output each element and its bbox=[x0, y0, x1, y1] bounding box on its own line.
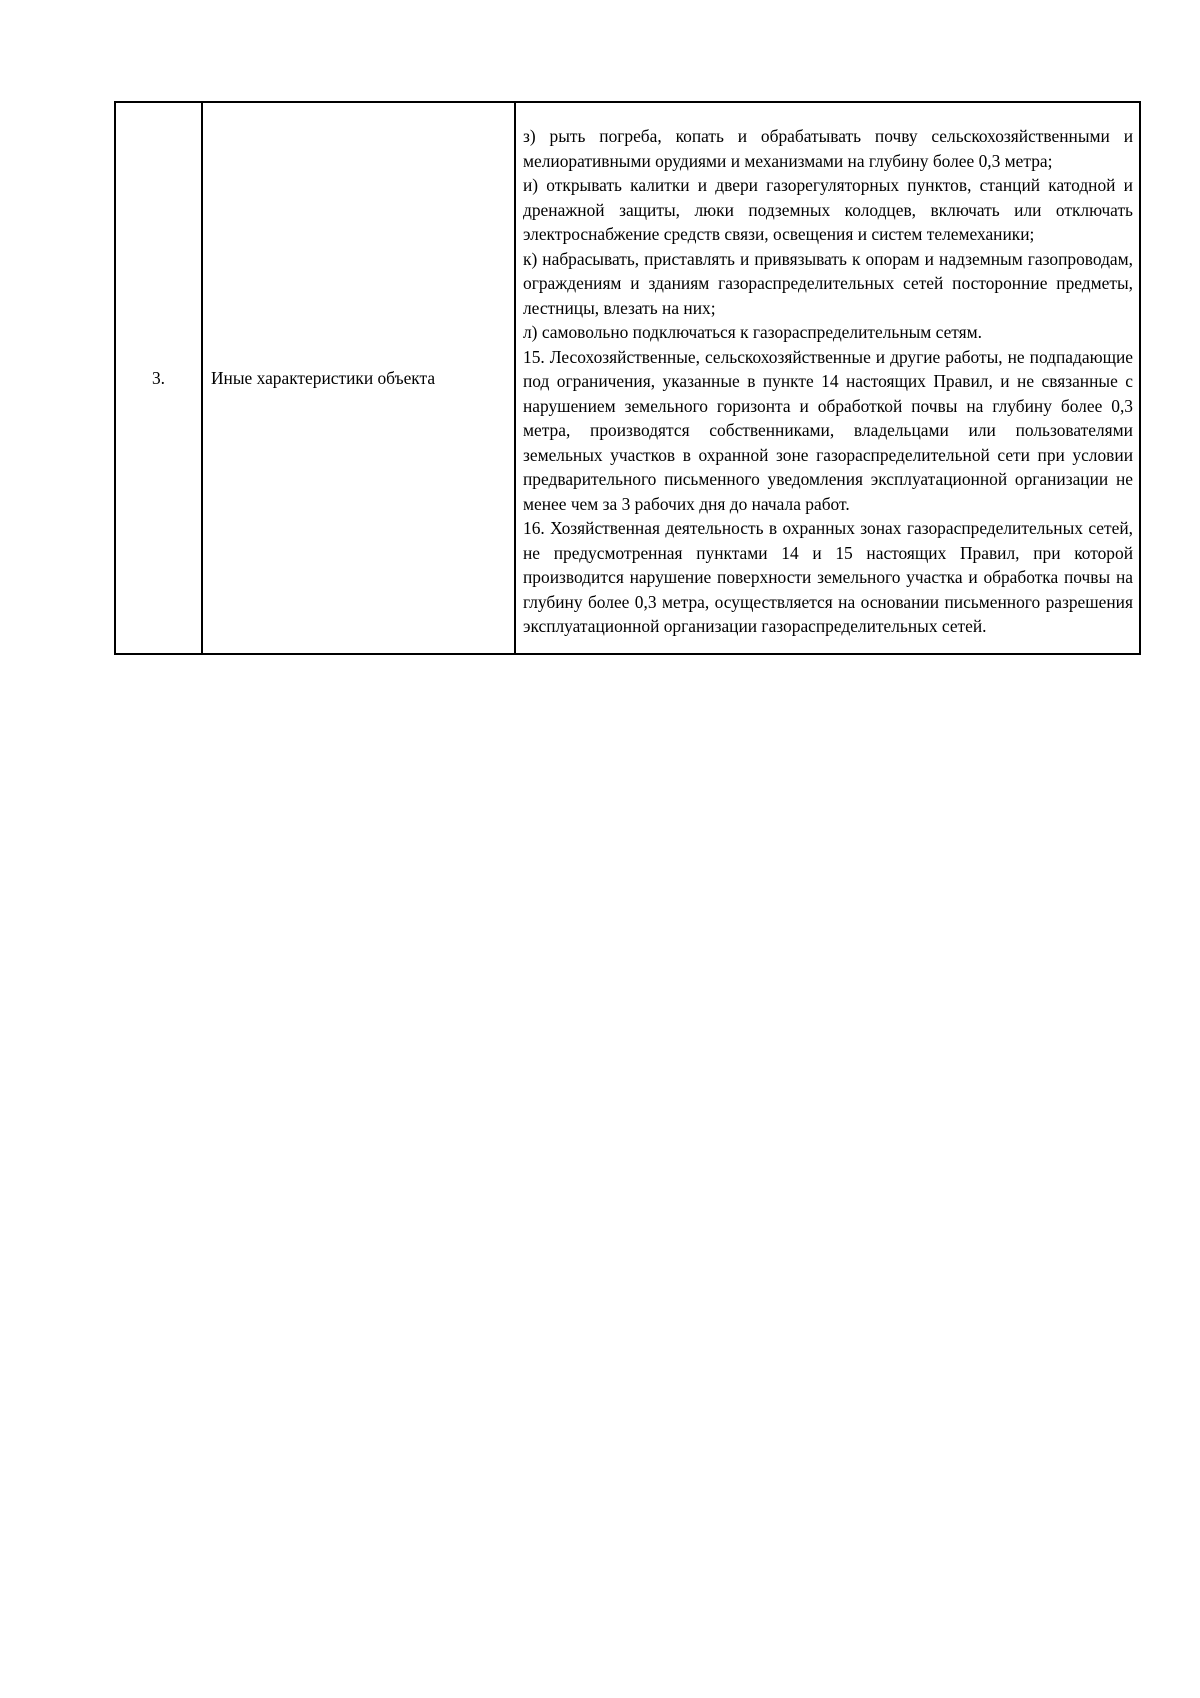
characteristics-table bbox=[114, 101, 1141, 655]
row-number-cell: 3. bbox=[115, 102, 202, 654]
row-name-cell: Иные характеристики объекта bbox=[202, 102, 515, 654]
row-description-cell bbox=[515, 102, 1140, 654]
paragraph-k: к) набрасывать, приставлять и привязывать к опорам и надземным газопроводам, ограждениям и зданиям газораспределительных сетей посторонние предметы, лестницы, влезать на них; bbox=[523, 248, 1133, 318]
table-row bbox=[115, 102, 1140, 654]
paragraph-z: з) рыть погреба, копать и обрабатывать почву сельскохозяйственными и мелиоративными орудиями и механизмами на глубину более 0,3 метра; bbox=[523, 126, 1133, 171]
paragraph-15: 15. Лесохозяйственные, сельскохозяйственные и другие работы, не подпадающие под ограничения, указанные в пункте 14 настоящих Правил, и не связанные с нарушением земельного горизонта и обработкой почвы на глубину более 0,3 метра, производятся собственниками, владельцами или пользователями земельных участков в охранной зоне газораспределительной сети при условии предварительного письменного уведомления эксплуатационной организации не менее чем за 3 рабочих дня до начала работ. bbox=[523, 346, 1133, 514]
paragraph-i: и) открывать калитки и двери газорегуляторных пунктов, станций катодной и дренажной защиты, люки подземных колодцев, включать или отключать электроснабжение средств связи, освещения и систем телемеханики; bbox=[523, 175, 1133, 244]
paragraph-16: 16. Хозяйственная деятельность в охранных зонах газораспределительных сетей, не предусмотренная пунктами 14 и 15 настоящих Правил, при которой производится нарушение поверхности земельного участка и обработка почвы на глубину более 0,3 метра, осуществляется на основании письменного разрешения эксплуатационной организации газораспределительных сетей. bbox=[523, 518, 1133, 636]
paragraph-l: л) самовольно подключаться к газораспределительным сетям. bbox=[523, 322, 983, 342]
